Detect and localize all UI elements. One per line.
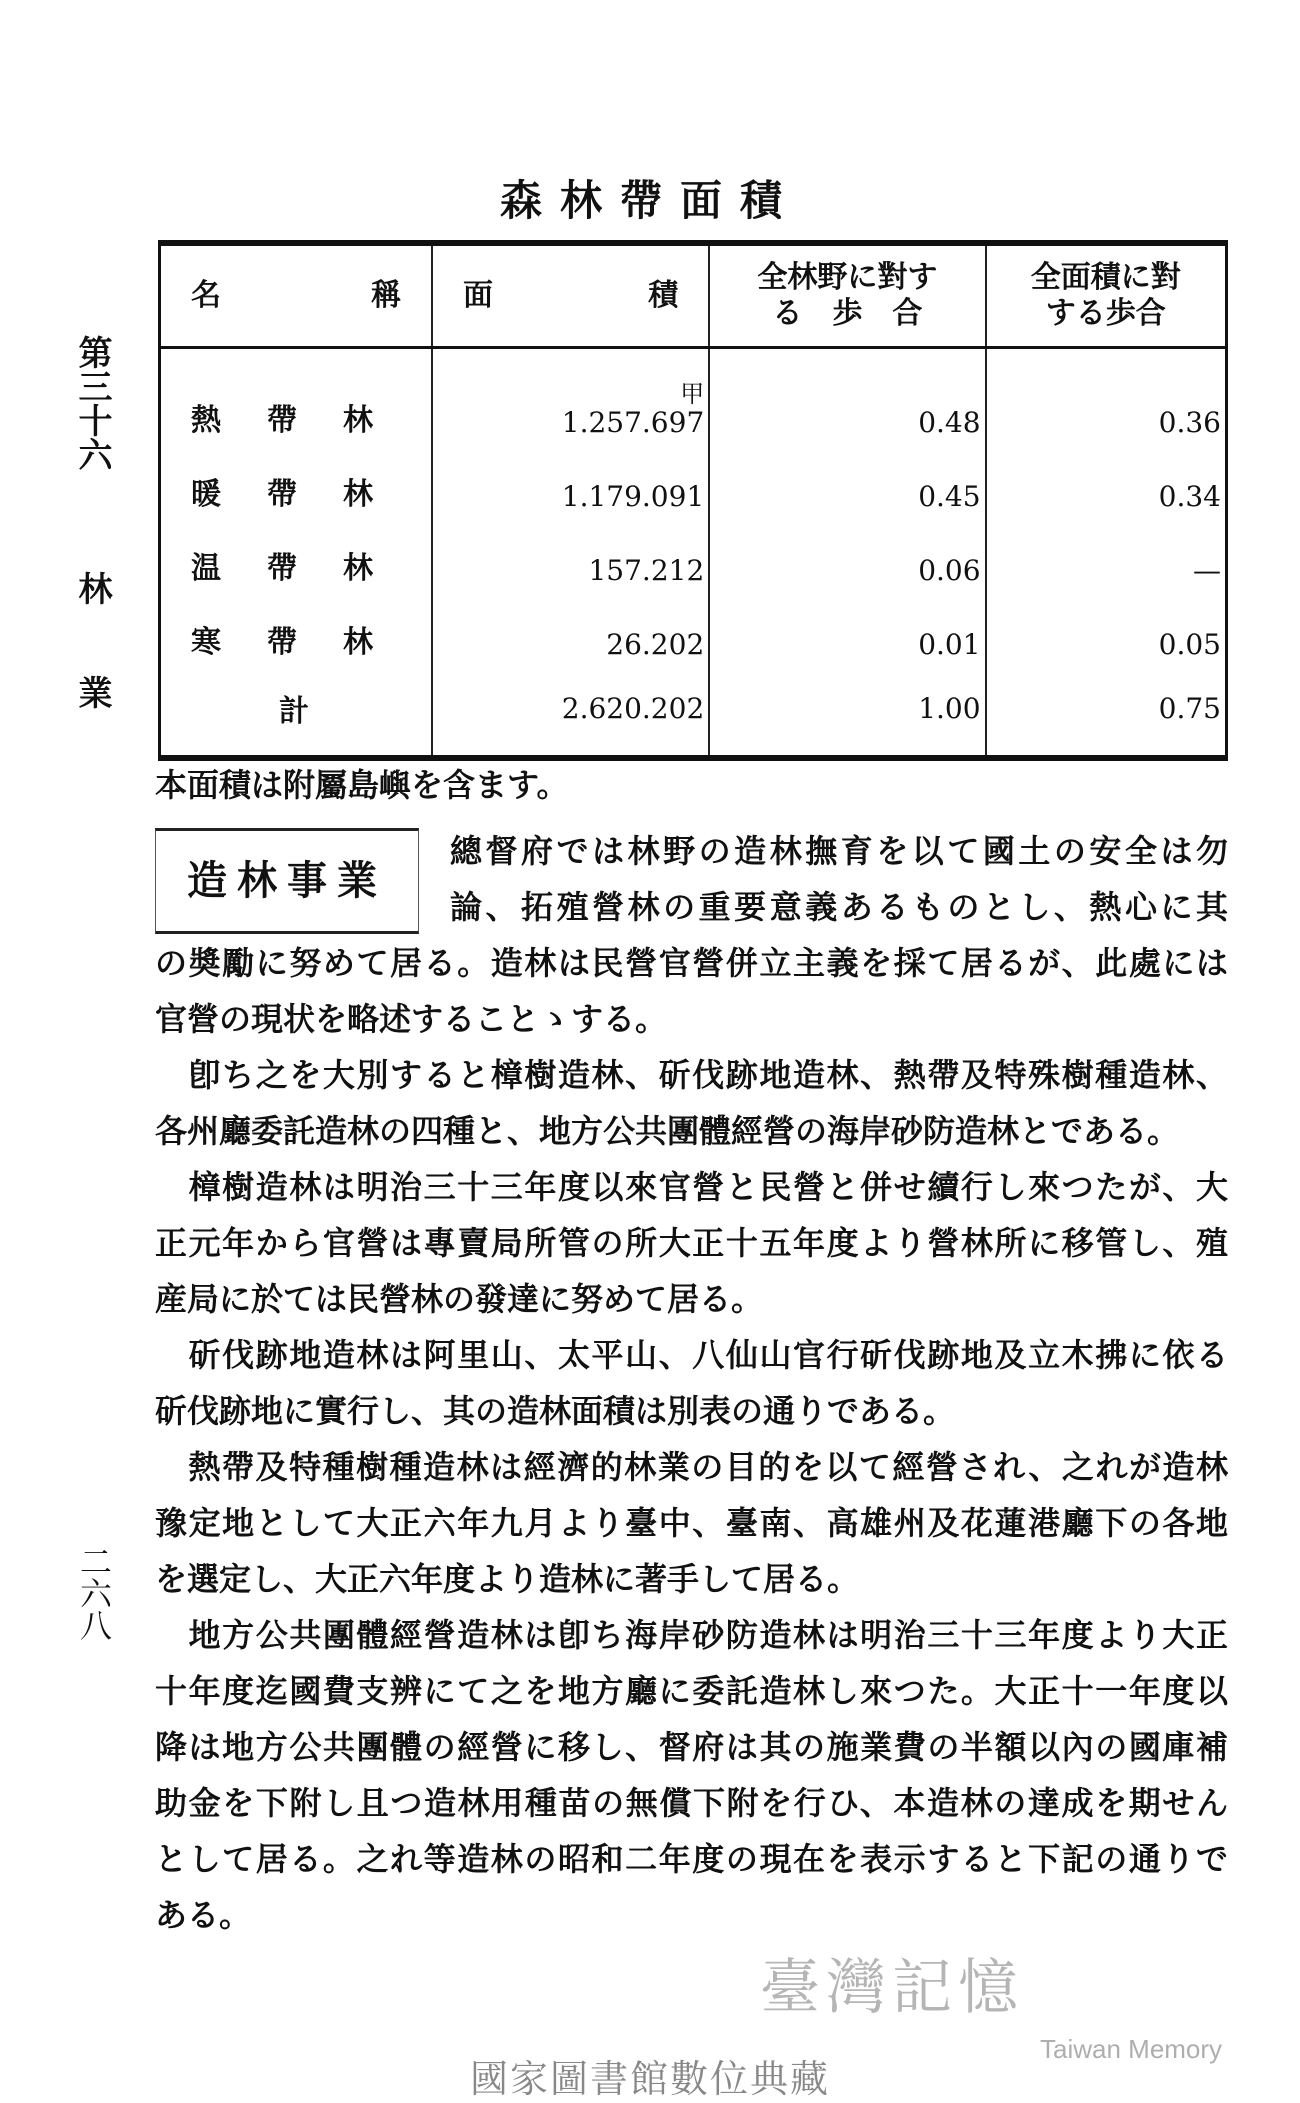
header-area [432,243,709,348]
text-line: 十年度迄國費支辨にて之を地方廳に委託造林し來つた。大正十一年度以 [155,1672,1228,1710]
cell-ratio-forest: 0.01 [709,593,985,667]
text-line: 論、拓殖營林の重要意義あるものとし、熱心に其 [450,888,1228,926]
note-text: 本面積は附屬島嶼を含ます。 [155,766,569,804]
side-heading [70,335,114,779]
table-row-total [160,667,1227,758]
cell-ratio-total: 0.34 [986,445,1227,519]
header-line: 全林野に對す [757,260,938,295]
header-area-part: 面 [463,278,494,313]
cell-ratio-forest: 0.06 [709,519,985,593]
table-row [160,593,1227,667]
header-name [160,243,433,348]
text-line: を選定し、大正六年度より造林に著手して居る。 [155,1560,860,1598]
table-note [155,757,1228,813]
header-line: する歩合 [1045,296,1166,331]
cell-ratio-forest: 1.00 [709,667,985,758]
cell-ratio-forest: 0.48 [709,348,985,446]
table-row [160,445,1227,519]
side-heading-chapter: 第三十六 [72,335,112,471]
cell-name: 熱帶林 [191,403,419,438]
header-line: 全面積に對 [1030,260,1181,295]
text-line: 助金を下附し且つ造林用種苗の無償下附を行ひ、本造林の達成を期せん [155,1784,1228,1822]
text-line: 降は地方公共團體の經營に移し、督府は其の施業費の半額以內の國庫補 [155,1728,1228,1766]
cell-ratio-total: — [986,519,1227,593]
cell-name: 計 [279,694,355,729]
text-line: 卽ち之を大別すると樟樹造林、斫伐跡地造林、熱帶及特殊樹種造林、 [155,1056,1228,1094]
text-line: 正元年から官營は專賣局所管の所大正十五年度より營林所に移管し、殖 [155,1224,1228,1262]
text-line: 地方公共團體經營造林は卽ち海岸砂防造林は明治三十三年度より大正 [155,1616,1228,1654]
cell-ratio-forest: 0.45 [709,445,985,519]
text-line: 樟樹造林は明治三十三年度以來官營と民營と併せ續行し來つたが、大 [155,1168,1228,1206]
cell-ratio-total: 0.05 [986,593,1227,667]
header-name-part: 稱 [371,278,402,313]
cell-area: 26.202 [432,593,709,667]
cell-name: 暖帶林 [191,477,419,512]
text-line: ある。 [155,1896,252,1934]
footer-credit-text: 國家圖書館數位典藏 [469,2057,830,2101]
watermark-logo-sub: Taiwan Memory [1040,2034,1223,2064]
section-heading-box: 造林事業 [155,828,419,934]
table-row [160,348,1227,446]
section-body [155,935,1228,1943]
header-name-part: 名 [191,278,221,313]
header-area-part: 積 [648,278,679,313]
header-ratio-total [986,243,1227,348]
text-line: として居る。之れ等造林の昭和二年度の現在を表示すると下記の通りで [155,1840,1228,1878]
text-line: 豫定地として大正六年九月より臺中、臺南、高雄州及花蓮港廳下の各地 [155,1504,1228,1542]
forest-zone-area-table [158,240,1228,761]
section-intro [450,823,1228,935]
watermark-logo: 臺灣記憶 [760,1953,1024,2023]
table-header-row [160,243,1227,348]
text-line: 産局に於ては民營林の發達に努めて居る。 [155,1280,764,1318]
page-number: 二六八 [75,1545,113,1641]
cell-name: 温帶林 [191,551,419,586]
cell-area-value: 1.257.697 [561,406,705,439]
text-line: 總督府では林野の造林撫育を以て國土の安全は勿 [450,832,1228,870]
cell-ratio-total: 0.36 [986,348,1227,446]
cell-area: 1.179.091 [432,445,709,519]
cell-area [432,348,709,446]
text-line: の奬勵に努めて居る。造林は民營官營併立主義を採て居るが、此處には [155,944,1228,982]
text-line: 斫伐跡地に實行し、其の造林面積は別表の通りである。 [155,1392,956,1430]
side-heading-subject: 林業 [72,571,112,779]
header-ratio-forest [709,243,985,348]
cell-name: 寒帶林 [191,625,419,660]
text-line: 熱帶及特種樹種造林は經濟的林業の目的を以て經營され、之れが造林 [155,1448,1228,1486]
unit-label: 甲 [680,380,705,408]
cell-ratio-total: 0.75 [986,667,1227,758]
table-title: 森林帶面積 [499,176,800,225]
text-line: 各州廳委託造林の四種と、地方公共團體經營の海岸砂防造林とである。 [155,1112,1180,1150]
header-line: る 歩 合 [772,296,923,331]
text-line: 斫伐跡地造林は阿里山、太平山、八仙山官行斫伐跡地及立木拂に依る [155,1336,1228,1374]
text-line: 官營の現状を略述することゝする。 [155,1000,668,1038]
cell-area: 157.212 [432,519,709,593]
cell-area: 2.620.202 [432,667,709,758]
table-row [160,519,1227,593]
